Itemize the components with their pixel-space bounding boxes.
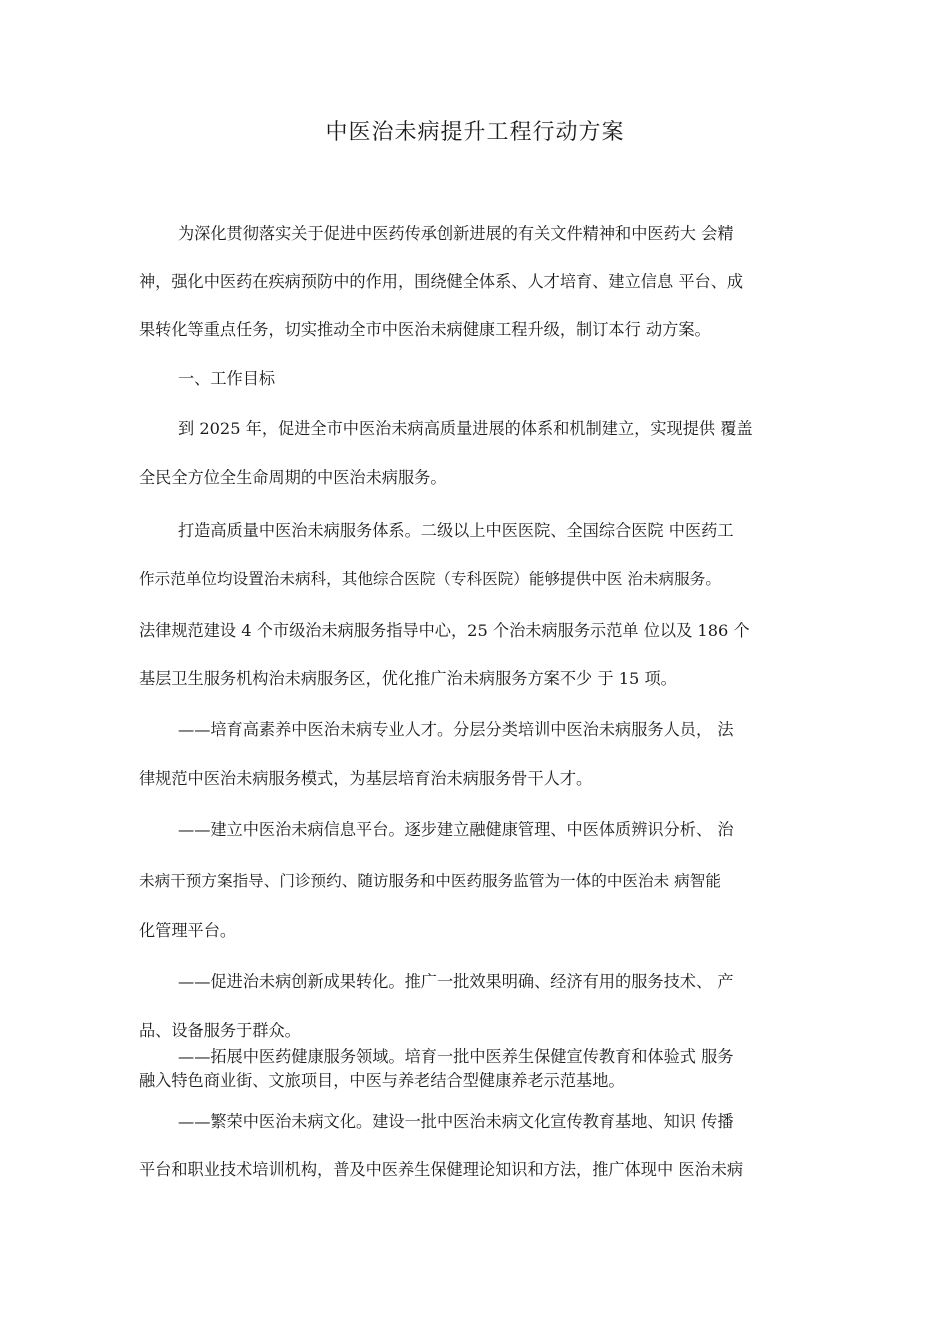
paragraph-line: ——培育高素养中医治未病专业人才。分层分类培训中医治未病服务人员， 法 xyxy=(178,720,734,739)
paragraph-line: 为深化贯彻落实关于促进中医药传承创新进展的有关文件精神和中医药大 会精 xyxy=(178,224,734,243)
paragraph-line: 到 2025 年，促进全市中医治未病高质量进展的体系和机制建立，实现提供 覆盖 xyxy=(178,419,753,438)
paragraph-line: 未病干预方案指导、门诊预约、随访服务和中医药服务监管为一体的中医治未 病智能 xyxy=(139,872,721,890)
paragraph-line: 律规范中医治未病服务模式，为基层培育治未病服务骨干人才。 xyxy=(139,769,593,788)
section-heading: 一、工作目标 xyxy=(178,369,276,388)
paragraph-line: 化管理平台。 xyxy=(139,921,237,940)
paragraph-line: 法律规范建设 4 个市级治未病服务指导中心，25 个治未病服务示范单 位以及 186 个 xyxy=(139,621,750,640)
paragraph-line: 基层卫生服务机构治未病服务区，优化推广治未病服务方案不少 于 15 项。 xyxy=(139,669,677,688)
paragraph-line: ——促进治未病创新成果转化。推广一批效果明确、经济有用的服务技术、 产 xyxy=(178,972,734,991)
paragraph-line: 融入特色商业街、文旅项目，中医与养老结合型健康养老示范基地。 xyxy=(139,1071,625,1090)
paragraph-line: 平台和职业技术培训机构，普及中医养生保健理论知识和方法，推广体现中 医治未病 xyxy=(139,1160,744,1179)
paragraph-line: 作示范单位均设置治未病科，其他综合医院（专科医院）能够提供中医 治未病服务。 xyxy=(139,570,721,588)
paragraph-line: ——繁荣中医治未病文化。建设一批中医治未病文化宣传教育基地、知识 传播 xyxy=(178,1112,734,1131)
paragraph-line: 打造高质量中医治未病服务体系。二级以上中医医院、全国综合医院 中医药工 xyxy=(178,521,734,540)
document-title: 中医治未病提升工程行动方案 xyxy=(325,120,625,145)
paragraph-line: ——拓展中医药健康服务领域。培育一批中医养生保健宣传教育和体验式 服务 xyxy=(178,1047,734,1066)
paragraph-line: 品、设备服务于群众。 xyxy=(139,1021,301,1040)
paragraph-line: 全民全方位全生命周期的中医治未病服务。 xyxy=(139,468,447,487)
paragraph-line: ——建立中医治未病信息平台。逐步建立融健康管理、中医体质辨识分析、 治 xyxy=(178,820,734,839)
paragraph-line: 果转化等重点任务，切实推动全市中医治未病健康工程升级，制订本行 动方案。 xyxy=(139,320,711,339)
paragraph-line: 神，强化中医药在疾病预防中的作用，围绕健全体系、人才培育、建立信息 平台、成 xyxy=(139,272,744,291)
